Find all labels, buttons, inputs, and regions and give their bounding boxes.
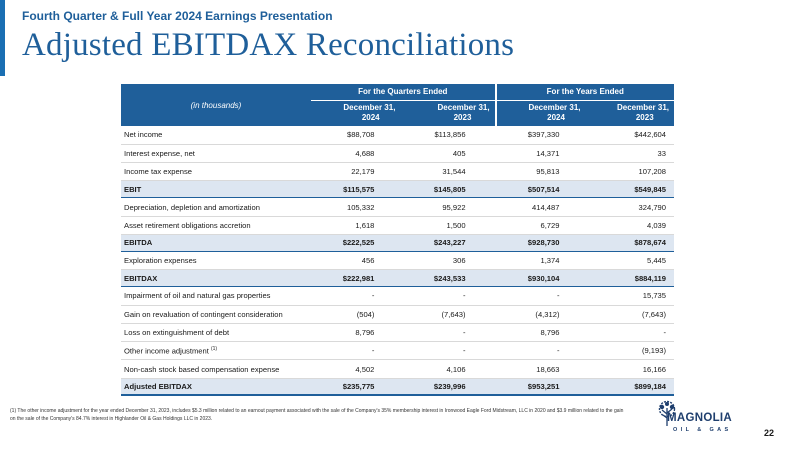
row-label-text: EBITDAX (124, 273, 158, 283)
row-label-text: EBITDA (124, 238, 153, 248)
units-label: (in thousands) (121, 84, 311, 126)
group-header-years: For the Years Ended (496, 84, 674, 100)
cell-value: $88,708 (311, 126, 400, 144)
cell-value: 15,735 (585, 287, 674, 305)
cell-value: 105,332 (311, 198, 400, 216)
group-header-quarters: For the Quarters Ended (311, 84, 496, 100)
cell-value: 4,106 (400, 360, 495, 378)
cell-value: 107,208 (585, 163, 674, 181)
row-label (121, 251, 311, 269)
row-label (121, 323, 311, 341)
cell-value: 8,796 (311, 323, 400, 341)
row-label-text: Impairment of oil and natural gas properties (124, 291, 271, 301)
cell-value: $243,533 (400, 270, 495, 287)
cell-value: (7,643) (400, 305, 495, 323)
cell-value: (9,193) (585, 342, 674, 360)
cell-value: 324,790 (585, 198, 674, 216)
cell-value: 1,374 (496, 251, 586, 269)
row-label (121, 126, 311, 144)
row-label (121, 287, 311, 305)
cell-value: $222,981 (311, 270, 400, 287)
row-label (121, 305, 311, 323)
cell-value: 4,688 (311, 144, 400, 162)
cell-value: 306 (400, 251, 495, 269)
column-header (496, 100, 586, 126)
row-label-text: Exploration expenses (124, 256, 197, 266)
subtotal-row (121, 181, 674, 198)
cell-value: $115,575 (311, 181, 400, 198)
cell-value: $930,104 (496, 270, 586, 287)
company-logo (653, 400, 743, 444)
cell-value: 6,729 (496, 216, 586, 234)
footnote: (1) The other income adjustment for the year ended December 31, 2023, includes $5.3 million related to an earnout payment associated with the sale of the Company's 35% membership interest in Ironwood Eagle Ford Midstream, LLC in 2020 and $3.9 million related to the gain on the sale of the Company's 84.7% interest in Highlander Oil & Gas Holdings LLC in 2023. (10, 408, 624, 422)
cell-value: 456 (311, 251, 400, 269)
table-row (121, 305, 674, 323)
row-label (121, 342, 311, 360)
cell-value: 8,796 (496, 323, 586, 341)
presentation-title: Fourth Quarter & Full Year 2024 Earnings Presentation (22, 9, 333, 23)
accent-bar (0, 0, 5, 76)
table-row (121, 360, 674, 378)
cell-value: 31,544 (400, 163, 495, 181)
cell-value: $397,330 (496, 126, 586, 144)
row-label (121, 144, 311, 162)
logo-wordmark: MAGNOLIA (667, 412, 733, 424)
cell-value: 18,663 (496, 360, 586, 378)
cell-value: 414,487 (496, 198, 586, 216)
cell-value: (7,643) (585, 305, 674, 323)
row-label-text: EBIT (124, 184, 142, 194)
cell-value: 33 (585, 144, 674, 162)
row-label-text: Depreciation, depletion and amortization (124, 202, 260, 212)
table-row (121, 198, 674, 216)
cell-value: 1,618 (311, 216, 400, 234)
cell-value: - (496, 287, 586, 305)
cell-value: - (400, 323, 495, 341)
table-row (121, 144, 674, 162)
row-label (121, 181, 311, 198)
logo-subtitle: OIL & GAS (673, 427, 732, 433)
cell-value: $899,184 (585, 378, 674, 395)
cell-value: $549,845 (585, 181, 674, 198)
row-label (121, 163, 311, 181)
row-label-text: Gain on revaluation of contingent consideration (124, 309, 283, 319)
column-header-line1: December 31, (528, 103, 581, 113)
subtotal-row (121, 234, 674, 251)
cell-value: - (311, 342, 400, 360)
cell-value: $928,730 (496, 234, 586, 251)
cell-value: - (400, 287, 495, 305)
row-label-text: Non-cash stock based compensation expense (124, 364, 280, 374)
row-label-text: Net income (124, 130, 163, 140)
cell-value: - (311, 287, 400, 305)
cell-value: 95,922 (400, 198, 495, 216)
column-header-line2: 2024 (361, 113, 380, 123)
cell-value: $222,525 (311, 234, 400, 251)
cell-value: $239,996 (400, 378, 495, 395)
cell-value: $507,514 (496, 181, 586, 198)
row-label-text: Income tax expense (124, 167, 192, 177)
row-label-text: Other income adjustment (124, 346, 209, 356)
column-header-line2: 2023 (635, 113, 654, 123)
cell-value: 22,179 (311, 163, 400, 181)
column-header (585, 100, 674, 126)
cell-value: $113,856 (400, 126, 495, 144)
cell-value: (504) (311, 305, 400, 323)
cell-value: $145,805 (400, 181, 495, 198)
table-row (121, 251, 674, 269)
cell-value: - (400, 342, 495, 360)
column-header-line1: December 31, (437, 103, 490, 113)
cell-value: 4,039 (585, 216, 674, 234)
column-header-line2: 2023 (453, 113, 472, 123)
cell-value: 16,166 (585, 360, 674, 378)
cell-value: $878,674 (585, 234, 674, 251)
column-header (400, 100, 495, 126)
subtotal-row (121, 378, 674, 395)
row-label-text: Interest expense, net (124, 148, 195, 158)
cell-value: 405 (400, 144, 495, 162)
cell-value: 14,371 (496, 144, 586, 162)
page-number: 22 (764, 428, 775, 438)
page-title: Adjusted EBITDAX Reconciliations (22, 27, 515, 63)
row-label (121, 378, 311, 395)
cell-value: $235,775 (311, 378, 400, 395)
table-row (121, 287, 674, 305)
row-label-text: Adjusted EBITDAX (124, 382, 192, 392)
row-label (121, 198, 311, 216)
table-row (121, 126, 674, 144)
cell-value: 1,500 (400, 216, 495, 234)
cell-value: 5,445 (585, 251, 674, 269)
cell-value: 95,813 (496, 163, 586, 181)
cell-value: (4,312) (496, 305, 586, 323)
row-label (121, 234, 311, 251)
cell-value: $884,119 (585, 270, 674, 287)
row-label-text: Asset retirement obligations accretion (124, 220, 251, 230)
cell-value: $442,604 (585, 126, 674, 144)
column-header-line2: 2024 (547, 113, 565, 123)
footnote-marker: (1) (210, 346, 218, 353)
column-header-line1: December 31, (343, 103, 396, 113)
row-label (121, 360, 311, 378)
cell-value: - (496, 342, 586, 360)
cell-value: $243,227 (400, 234, 495, 251)
row-label (121, 216, 311, 234)
column-header (311, 100, 400, 126)
table-row (121, 342, 674, 360)
row-label (121, 270, 311, 287)
row-label-text: Loss on extinguishment of debt (124, 328, 230, 338)
reconciliation-table (121, 84, 674, 396)
cell-value: - (585, 323, 674, 341)
column-header-line1: December 31, (616, 103, 669, 113)
table-row (121, 163, 674, 181)
table-row (121, 216, 674, 234)
cell-value: $953,251 (496, 378, 586, 395)
subtotal-row (121, 270, 674, 287)
cell-value: 4,502 (311, 360, 400, 378)
table-row (121, 323, 674, 341)
